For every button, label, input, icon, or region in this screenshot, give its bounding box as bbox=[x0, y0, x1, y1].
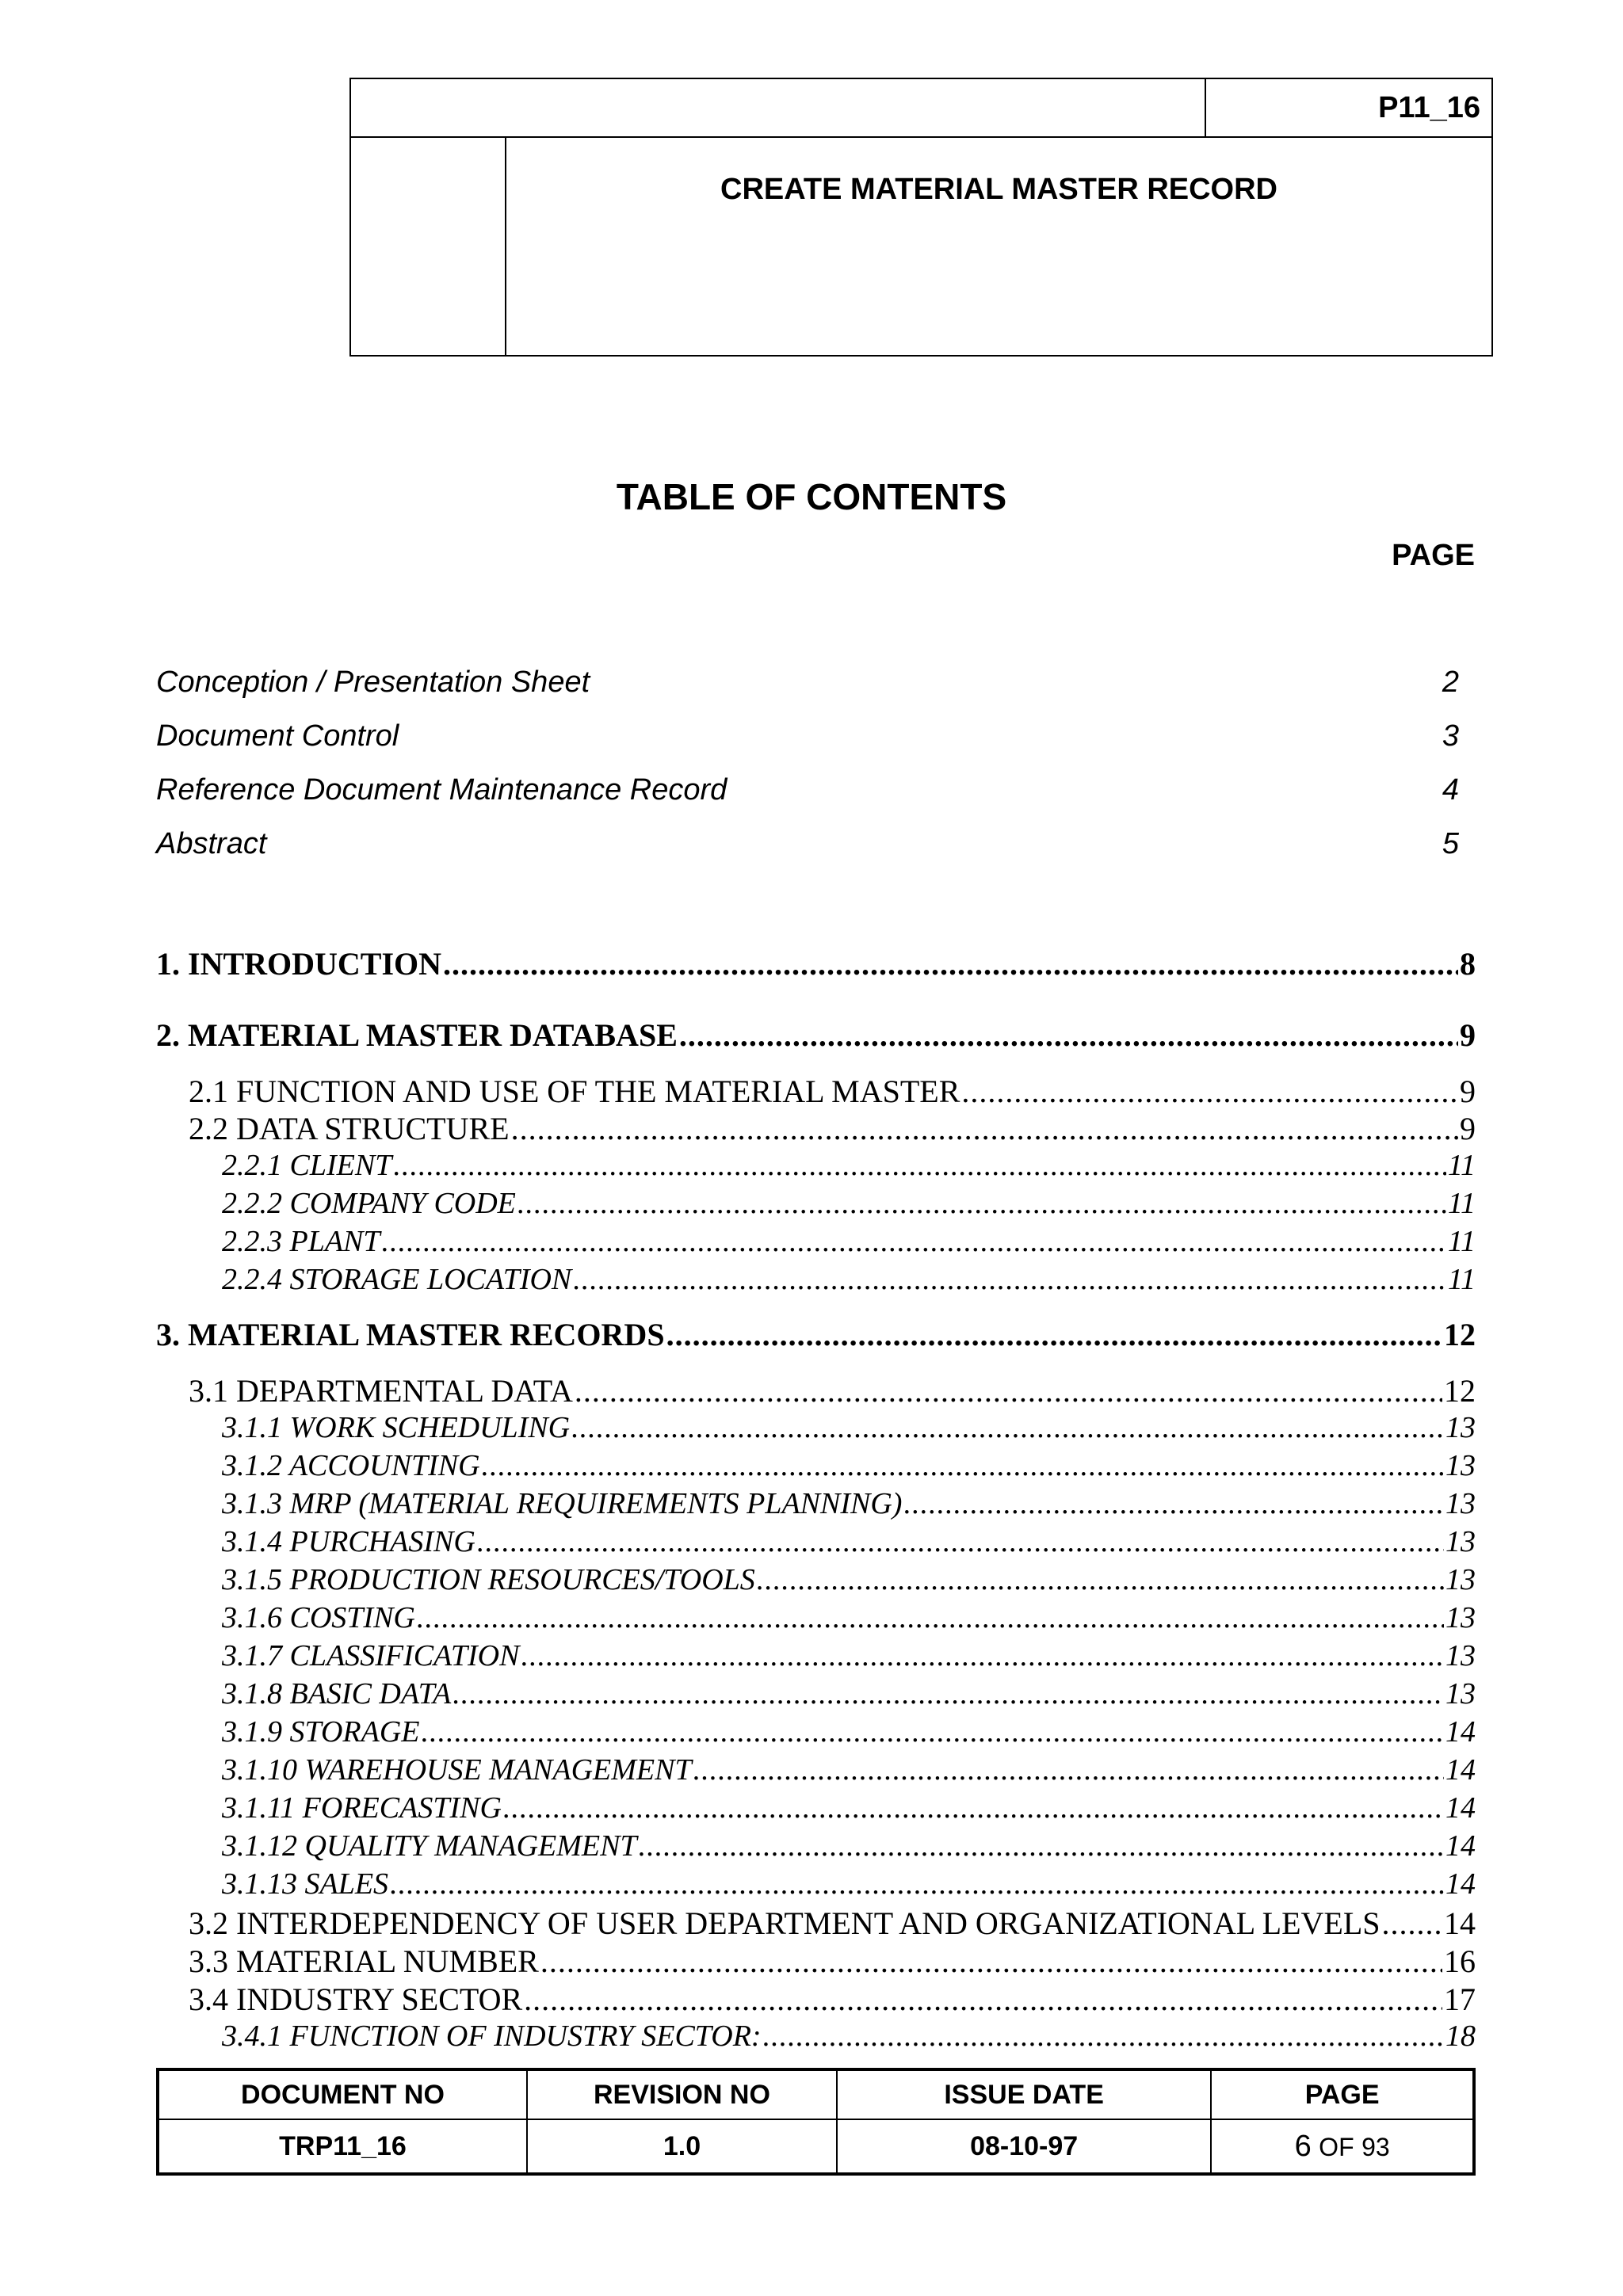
toc-entry-title: 3.1.3 MRP (MATERIAL REQUIREMENTS PLANNING) bbox=[222, 1487, 903, 1520]
toc-entry[interactable] bbox=[222, 1186, 1476, 1221]
toc-entry[interactable] bbox=[222, 1791, 1476, 1825]
toc-entry-page: 13 bbox=[1445, 1677, 1476, 1711]
toc-entry[interactable] bbox=[222, 1714, 1476, 1749]
toc-dot-leader bbox=[417, 1600, 1444, 1635]
toc-entry[interactable] bbox=[222, 1562, 1476, 1597]
toc-entry[interactable] bbox=[222, 1829, 1476, 1863]
toc-entry[interactable] bbox=[189, 1073, 1476, 1110]
footer-page-of: OF bbox=[1319, 2132, 1354, 2161]
toc-dot-leader bbox=[693, 1753, 1444, 1787]
footer-page-current: 6 bbox=[1294, 2129, 1312, 2163]
toc-entry[interactable] bbox=[222, 1486, 1476, 1521]
toc-dot-leader bbox=[1382, 1905, 1442, 1942]
toc-entry-page: 18 bbox=[1445, 2019, 1476, 2053]
front-matter-item bbox=[156, 773, 1464, 821]
toc-entry-page: 13 bbox=[1445, 1601, 1476, 1634]
toc-entry[interactable] bbox=[156, 945, 1476, 982]
front-matter-item bbox=[156, 827, 1464, 875]
toc-entry[interactable] bbox=[189, 1943, 1476, 1980]
toc-entry-page: 14 bbox=[1445, 1753, 1476, 1787]
toc-dot-leader bbox=[382, 1224, 1446, 1259]
document-footer bbox=[156, 2068, 1476, 2176]
toc-entry-title: 3.1.13 SALES bbox=[222, 1867, 389, 1901]
toc-dot-leader bbox=[511, 1110, 1458, 1147]
toc-dot-leader bbox=[573, 1262, 1446, 1297]
toc-entry-title: 3.4 INDUSTRY SECTOR bbox=[189, 1981, 523, 2017]
toc-dot-leader bbox=[477, 1524, 1444, 1559]
footer-revision-no: 1.0 bbox=[527, 2119, 837, 2172]
toc-dot-leader bbox=[763, 2019, 1444, 2054]
toc-entry-page: 9 bbox=[1460, 1017, 1476, 1053]
toc-dot-leader bbox=[575, 1372, 1442, 1409]
front-matter-title: Conception / Presentation Sheet bbox=[156, 666, 590, 699]
toc-entry-page: 14 bbox=[1445, 1829, 1476, 1863]
toc-dot-leader bbox=[443, 945, 1458, 982]
toc-entry-title: 3.3 MATERIAL NUMBER bbox=[189, 1943, 539, 1979]
front-matter-page: 3 bbox=[1442, 719, 1459, 753]
toc-entry-title: 2.2.4 STORAGE LOCATION bbox=[222, 1263, 572, 1296]
front-matter-title: Document Control bbox=[156, 719, 399, 753]
toc-dot-leader bbox=[961, 1073, 1458, 1110]
toc-entry[interactable] bbox=[222, 1753, 1476, 1787]
footer-document-no: TRP11_16 bbox=[159, 2119, 527, 2172]
toc-dot-leader bbox=[679, 1016, 1458, 1054]
toc-entry[interactable] bbox=[156, 1016, 1476, 1054]
toc-entry-page: 16 bbox=[1444, 1943, 1476, 1979]
footer-header-issue-date: ISSUE DATE bbox=[837, 2071, 1211, 2119]
toc-entry-page: 13 bbox=[1445, 1563, 1476, 1596]
toc-entry-title: 3.2 INTERDEPENDENCY OF USER DEPARTMENT AND ORGANIZATIONAL LEVELS bbox=[189, 1905, 1381, 1941]
toc-dot-leader bbox=[517, 1186, 1446, 1221]
toc-dot-leader bbox=[903, 1486, 1444, 1521]
toc-dot-leader bbox=[757, 1562, 1444, 1597]
footer-page-total: 93 bbox=[1361, 2132, 1390, 2161]
toc-entry-page: 13 bbox=[1445, 1411, 1476, 1444]
toc-entry-title: 2.2.3 PLANT bbox=[222, 1225, 380, 1258]
front-matter-page: 4 bbox=[1442, 773, 1459, 807]
toc-entry[interactable] bbox=[222, 1224, 1476, 1259]
front-matter-page: 5 bbox=[1442, 827, 1459, 860]
toc-entry-title: 3.1.8 BASIC DATA bbox=[222, 1677, 452, 1711]
toc-entry-title: 3.1.11 FORECASTING bbox=[222, 1791, 502, 1825]
toc-dot-leader bbox=[571, 1410, 1444, 1445]
toc-dot-leader bbox=[453, 1676, 1444, 1711]
toc-entry-page: 14 bbox=[1444, 1905, 1476, 1941]
footer-table bbox=[159, 2071, 1472, 2172]
toc-entry-title: 3. MATERIAL MASTER RECORDS bbox=[156, 1317, 665, 1352]
footer-issue-date: 08-10-97 bbox=[837, 2119, 1211, 2172]
toc-entry-page: 13 bbox=[1445, 1525, 1476, 1558]
document-code: P11_16 bbox=[1378, 90, 1480, 124]
page-column-label: PAGE bbox=[1392, 539, 1475, 572]
toc-entry-title: 3.1.10 WAREHOUSE MANAGEMENT bbox=[222, 1753, 692, 1787]
toc-dot-leader bbox=[421, 1714, 1444, 1749]
toc-entry[interactable] bbox=[222, 1867, 1476, 1901]
header-box bbox=[349, 78, 1493, 357]
footer-page bbox=[1211, 2119, 1472, 2172]
toc-entry[interactable] bbox=[189, 1981, 1476, 2018]
toc-entry-title: 2.1 FUNCTION AND USE OF THE MATERIAL MASTER bbox=[189, 1074, 960, 1109]
toc-entry-title: 3.1.5 PRODUCTION RESOURCES/TOOLS bbox=[222, 1563, 755, 1596]
toc-entry[interactable] bbox=[222, 1448, 1476, 1483]
toc-entry[interactable] bbox=[189, 1372, 1476, 1409]
toc-entry-page: 13 bbox=[1445, 1449, 1476, 1482]
toc-dot-leader bbox=[390, 1867, 1444, 1901]
toc-entry-title: 1. INTRODUCTION bbox=[156, 946, 442, 982]
toc-entry-title: 2.2 DATA STRUCTURE bbox=[189, 1111, 510, 1146]
toc-dot-leader bbox=[482, 1448, 1444, 1483]
toc-entry-page: 12 bbox=[1444, 1373, 1476, 1409]
toc-entry[interactable] bbox=[222, 1148, 1476, 1183]
toc-entry-page: 14 bbox=[1445, 1791, 1476, 1825]
front-matter-title: Abstract bbox=[156, 827, 267, 860]
toc-entry-title: 3.4.1 FUNCTION OF INDUSTRY SECTOR: bbox=[222, 2019, 762, 2053]
toc-dot-leader bbox=[524, 1981, 1442, 2018]
toc-entry-title: 3.1.7 CLASSIFICATION bbox=[222, 1639, 520, 1672]
toc-dot-leader bbox=[521, 1638, 1444, 1673]
toc-entry[interactable] bbox=[222, 1676, 1476, 1711]
front-matter-title: Reference Document Maintenance Record bbox=[156, 773, 727, 807]
toc-entry[interactable] bbox=[189, 1110, 1476, 1147]
toc-entry[interactable] bbox=[222, 1638, 1476, 1673]
toc-dot-leader bbox=[540, 1943, 1442, 1980]
toc-entry[interactable] bbox=[222, 1262, 1476, 1297]
footer-header-revision-no: REVISION NO bbox=[527, 2071, 837, 2119]
toc-dot-leader bbox=[639, 1829, 1444, 1863]
front-matter-item bbox=[156, 719, 1464, 767]
toc-entry-title: 3.1.4 PURCHASING bbox=[222, 1525, 475, 1558]
footer-header-page: PAGE bbox=[1211, 2071, 1472, 2119]
toc-entry[interactable] bbox=[222, 1600, 1476, 1635]
toc-entry[interactable] bbox=[156, 1316, 1476, 1353]
toc-entry-page: 12 bbox=[1444, 1317, 1476, 1352]
toc-entry-page: 14 bbox=[1445, 1715, 1476, 1749]
toc-entry-page: 11 bbox=[1447, 1225, 1476, 1258]
toc-entry[interactable] bbox=[222, 2019, 1476, 2054]
toc-entry-page: 11 bbox=[1447, 1263, 1476, 1296]
footer-header-document-no: DOCUMENT NO bbox=[159, 2071, 527, 2119]
toc-entry-title: 3.1 DEPARTMENTAL DATA bbox=[189, 1373, 573, 1409]
toc-dot-leader bbox=[666, 1316, 1442, 1353]
toc-entry-page: 9 bbox=[1460, 1074, 1476, 1109]
toc-entry-page: 9 bbox=[1460, 1111, 1476, 1146]
toc-entry[interactable] bbox=[222, 1524, 1476, 1559]
toc-dot-leader bbox=[503, 1791, 1444, 1825]
toc-entry-page: 13 bbox=[1445, 1487, 1476, 1520]
toc-entry-title: 3.1.9 STORAGE bbox=[222, 1715, 420, 1749]
front-matter-page: 2 bbox=[1442, 666, 1459, 699]
toc-entry-title: 3.1.1 WORK SCHEDULING bbox=[222, 1411, 571, 1444]
toc-entry-title: 3.1.6 COSTING bbox=[222, 1601, 415, 1634]
toc-dot-leader bbox=[393, 1148, 1445, 1183]
toc-entry[interactable] bbox=[222, 1410, 1476, 1445]
toc-entry-title: 2. MATERIAL MASTER DATABASE bbox=[156, 1017, 678, 1053]
toc-entry[interactable] bbox=[189, 1905, 1476, 1942]
toc-entry-page: 11 bbox=[1447, 1149, 1476, 1182]
toc-entry-title: 3.1.2 ACCOUNTING bbox=[222, 1449, 480, 1482]
toc-entry-title: 2.2.1 CLIENT bbox=[222, 1149, 392, 1182]
toc-entry-page: 8 bbox=[1460, 946, 1476, 982]
toc-entry-page: 11 bbox=[1447, 1187, 1476, 1220]
toc-entry-page: 13 bbox=[1445, 1639, 1476, 1672]
toc-entry-title: 2.2.2 COMPANY CODE bbox=[222, 1187, 516, 1220]
toc-entry-title: 3.1.12 QUALITY MANAGEMENT bbox=[222, 1829, 637, 1863]
front-matter-item bbox=[156, 666, 1464, 713]
toc-entry-page: 14 bbox=[1445, 1867, 1476, 1901]
toc-entry-page: 17 bbox=[1444, 1981, 1476, 2017]
toc-title: TABLE OF CONTENTS bbox=[616, 476, 1007, 517]
document-title: CREATE MATERIAL MASTER RECORD bbox=[720, 172, 1277, 206]
